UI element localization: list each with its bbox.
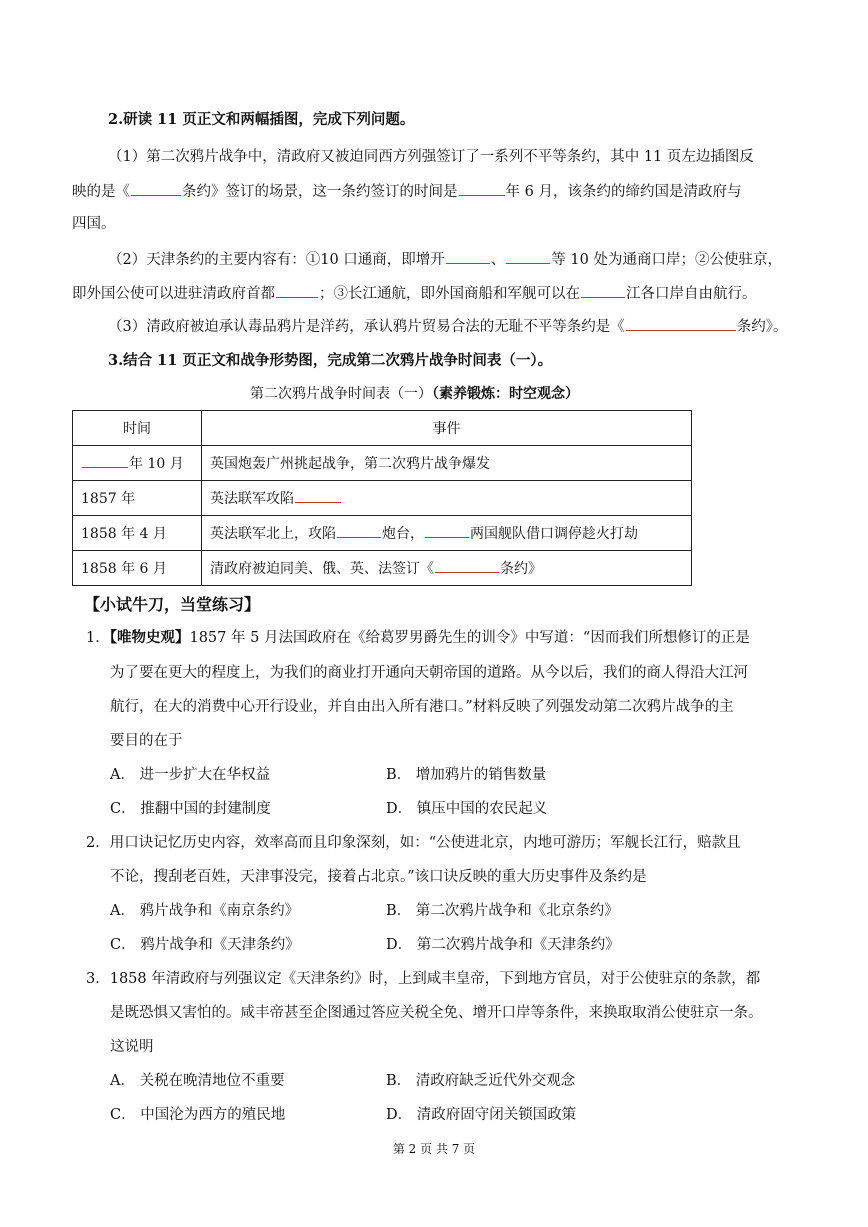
text-span: 江各口岸自由航行。	[626, 286, 757, 302]
table-header-row	[73, 411, 692, 446]
q3-heading: 3.结合 11 页正文和战争形势图，完成第二次鸦片战争时间表（一）。	[108, 352, 553, 369]
table-title: 第二次鸦片战争时间表（一）	[250, 386, 432, 402]
p2-option-b[interactable]: B． 第二次鸦片战争和《北京条约》	[386, 903, 619, 919]
page-footer: 第 2 页 共 7 页	[392, 1142, 476, 1156]
text-span: 用口诀记忆历史内容，效率高而且印象深刻，如：“公使进北京，内地可游历；军舰长江行，赔款且	[109, 835, 741, 851]
fill-blank[interactable]	[131, 181, 181, 196]
q2-p2-line1	[108, 249, 782, 270]
fill-blank[interactable]	[626, 316, 736, 331]
table-caption	[250, 384, 579, 404]
text-span: 条约》。	[736, 319, 788, 335]
text-span: 清政府被迫同美、俄、英、法签订《	[210, 561, 434, 577]
fill-blank[interactable]	[435, 558, 499, 573]
p3-option-b[interactable]: B． 清政府缺乏近代外交观念	[386, 1073, 576, 1089]
table-row	[73, 481, 692, 516]
p1-option-a[interactable]: A． 进一步扩大在华权益	[110, 767, 271, 783]
p2-line1	[86, 833, 741, 853]
q2-p1-line1: （1）第二次鸦片战争中，清政府又被迫同西方列强签订了一系列不平等条约，其中 11 页左边插图反	[108, 149, 754, 165]
text-span: 英法联军北上，攻陷	[210, 526, 336, 542]
cell-event	[202, 481, 692, 516]
text-span: （3）清政府被迫承认毒品鸦片是洋药，承认鸦片贸易合法的无耻不平等条约是《	[108, 319, 625, 335]
question-tag: 【唯物史观】	[109, 629, 190, 646]
text-span: 映的是《	[72, 184, 130, 200]
q2-heading: 2.研读 11 页正文和两幅插图，完成下列问题。	[108, 111, 415, 128]
table-tag: （素养锻炼：时空观念）	[432, 386, 579, 402]
table-row	[73, 516, 692, 551]
table-row	[73, 446, 692, 481]
text-span: 1857 年 5 月法国政府在《给葛罗男爵先生的训令》中写道：“因而我们所想修订的正是	[189, 630, 750, 646]
fill-blank[interactable]	[506, 249, 550, 264]
p3-line2: 是既恐惧又害怕的。咸丰帝甚至企图通过答应关税全免、增开口岸等条件，来换取取消公使驻京一条。	[110, 1005, 763, 1021]
p1-line2: 为了要在更大的程度上，为我们的商业打开通向天朝帝国的道路。从今以后，我们的商人得沿大江河	[110, 665, 748, 681]
cell-event: 英国炮轰广州挑起战争，第二次鸦片战争爆发	[202, 446, 692, 481]
p3-option-d[interactable]: D． 清政府固守闭关锁国政策	[386, 1107, 577, 1123]
text-span: 即外国公使可以进驻清政府首都	[72, 286, 275, 302]
text-span: 等 10 处为通商口岸；②公使驻京，	[551, 252, 782, 268]
p2-option-d[interactable]: D． 第二次鸦片战争和《天津条约》	[386, 937, 620, 953]
text-span: 、	[490, 252, 506, 268]
text-span: （2）天津条约的主要内容有：①10 口通商，即增开	[108, 252, 445, 268]
question-number: 2．	[86, 835, 110, 851]
q2-p1-line3: 四国。	[72, 216, 116, 232]
fill-blank[interactable]	[337, 523, 381, 538]
practice-heading: 【小试牛刀，当堂练习】	[84, 595, 261, 614]
p2-option-a[interactable]: A． 鸦片战争和《南京条约》	[110, 903, 300, 919]
p1-line1	[86, 628, 750, 648]
p3-line3: 这说明	[110, 1039, 154, 1055]
text-span: 两国舰队借口调停趁火打劫	[470, 526, 638, 542]
cell-time: 1858 年 4 月	[73, 516, 202, 551]
p1-line3: 航行，在大的消费中心开行设业，并自由出入所有港口。”材料反映了列强发动第二次鸦片战争的主	[110, 699, 734, 715]
p1-option-c[interactable]: C． 推翻中国的封建制度	[110, 801, 271, 817]
text-span: 年 10 月	[129, 456, 184, 472]
p3-line1	[86, 969, 760, 989]
p2-line2: 不论，搜刮老百姓，天津事没完，接着占北京。”该口诀反映的重大历史事件及条约是	[110, 869, 647, 885]
text-span: 炮台，	[382, 526, 424, 542]
timeline-table	[72, 410, 692, 586]
fill-blank[interactable]	[425, 523, 469, 538]
cell-event	[202, 516, 692, 551]
q2-p3-line1	[108, 316, 787, 337]
text-span: 条约》签订的场景，这一条约签订的时间是	[182, 184, 458, 200]
fill-blank[interactable]	[276, 283, 318, 298]
q2-p1-line2	[72, 181, 741, 202]
q2-p2-line2	[72, 283, 757, 304]
fill-blank[interactable]	[295, 488, 341, 503]
question-number: 1．	[86, 630, 110, 646]
p1-option-d[interactable]: D． 镇压中国的农民起义	[386, 801, 548, 817]
header-time: 时间	[73, 411, 202, 446]
text-span: ；③长江通航，即外国商船和军舰可以在	[319, 286, 580, 302]
text-span: 年 6 月，该条约的缔约国是清政府与	[505, 184, 742, 200]
text-span: 条约》	[500, 561, 542, 577]
cell-time	[73, 446, 202, 481]
fill-blank[interactable]	[446, 249, 490, 264]
fill-blank[interactable]	[581, 283, 625, 298]
question-number: 3．	[86, 971, 110, 987]
fill-blank[interactable]	[82, 453, 128, 468]
p1-option-b[interactable]: B． 增加鸦片的销售数量	[386, 767, 547, 783]
cell-time: 1857 年	[73, 481, 202, 516]
header-event: 事件	[202, 411, 692, 446]
p1-line4: 要目的在于	[110, 733, 183, 749]
cell-time: 1858 年 6 月	[73, 551, 202, 586]
cell-event	[202, 551, 692, 586]
table-row	[73, 551, 692, 586]
text-span: 1858 年清政府与列强议定《天津条约》时，上到咸丰皇帝，下到地方官员，对于公使驻京的条款，都	[109, 971, 761, 987]
p3-option-c[interactable]: C． 中国沦为西方的殖民地	[110, 1107, 286, 1123]
fill-blank[interactable]	[459, 181, 505, 196]
text-span: 英法联军攻陷	[210, 491, 294, 507]
p3-option-a[interactable]: A． 关税在晚清地位不重要	[110, 1073, 285, 1089]
p2-option-c[interactable]: C． 鸦片战争和《天津条约》	[110, 937, 300, 953]
